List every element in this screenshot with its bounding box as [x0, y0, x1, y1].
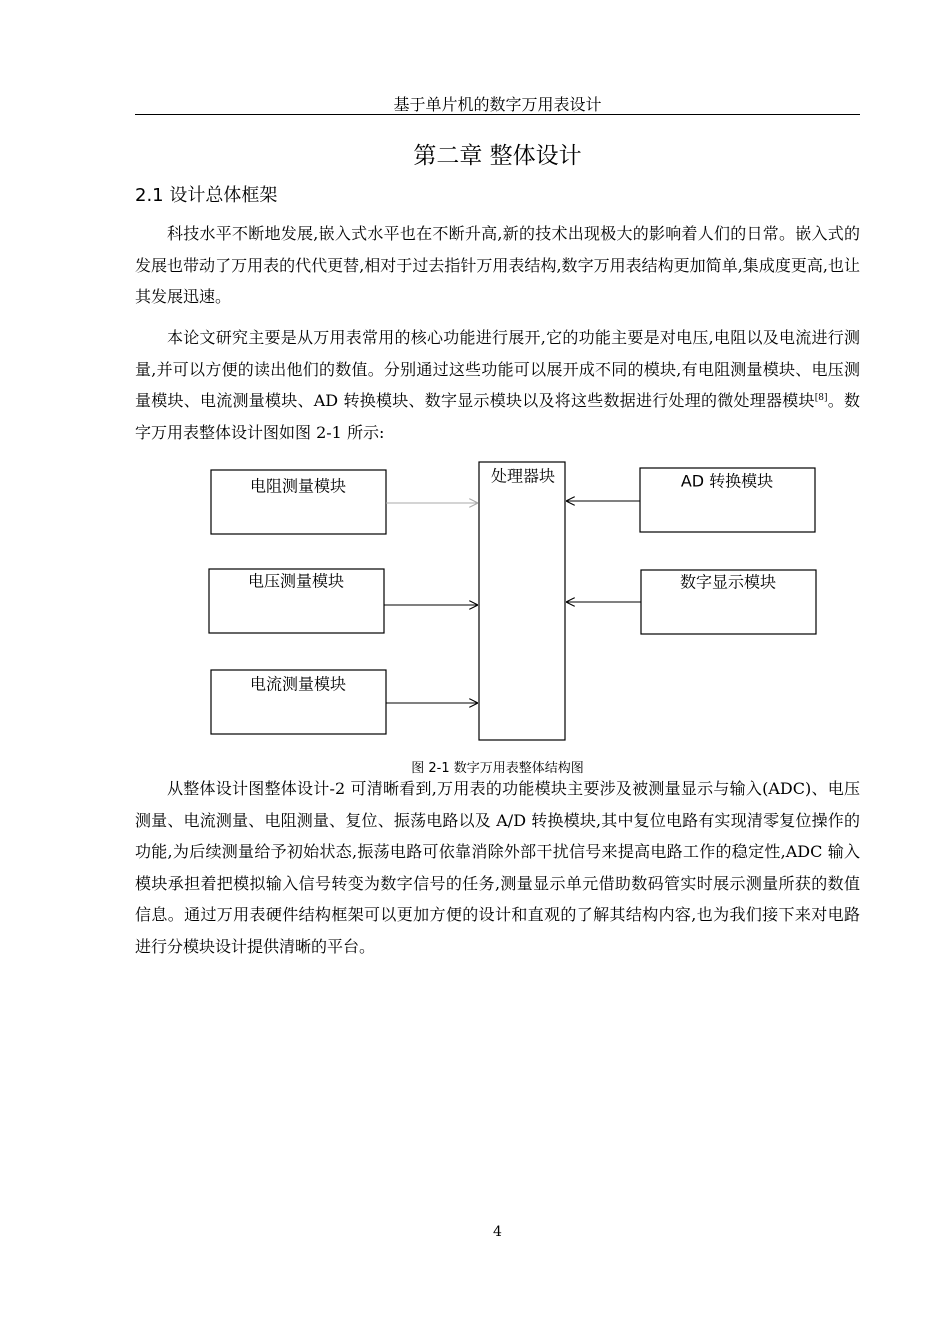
- block-processor-label: 处理器块: [490, 466, 556, 486]
- section-title: 2.1 设计总体框架: [135, 185, 278, 206]
- block-ad: [640, 468, 815, 532]
- running-header: 基于单片机的数字万用表设计: [393, 95, 602, 114]
- citation-ref: [8]: [814, 393, 828, 403]
- block-display-label: 数字显示模块: [679, 572, 777, 592]
- page-number: 4: [493, 1224, 502, 1240]
- block-resistance-label: 电阻测量模块: [249, 476, 347, 496]
- paragraph-2-tail: 。数字万用表整体设计图如图 2-1 所示:: [135, 391, 860, 442]
- figure-caption: 图 2-1 数字万用表整体结构图: [411, 761, 584, 776]
- block-current-label: 电流测量模块: [249, 674, 347, 694]
- block-voltage-label: 电压测量模块: [247, 571, 345, 591]
- block-resistance: [211, 470, 386, 534]
- block-display: [641, 570, 816, 634]
- block-ad-label: AD 转换模块: [680, 471, 774, 491]
- paragraph-1: 科技水平不断地发展,嵌入式水平也在不断升高,新的技术出现极大的影响着人们的日常。嵌入式的发展也带动了万用表的代代更替,相对于过去指针万用表结构,数字万用表结构更加简单,集成度更高,也让其发展迅速。: [135, 224, 860, 306]
- paragraph-3: 从整体设计图整体设计-2 可清晰看到,万用表的功能模块主要涉及被测量显示与输入(ADC)、电压测量、电流测量、电阻测量、复位、振荡电路以及 A/D 转换模块,其中复位电路有实现清零复位操作的功能,为后续测量给予初始状态,振荡电路可依靠消除外部干扰信号来提高电路工作的稳定性,ADC 输入模块承担着把模拟输入信号转变为数字信号的任务,测量显示单元借助数码管实时展示测量所获的数值信息。通过万用表硬件结构框架可以更加方便的设计和直观的了解其结构内容,也为我们接下来对电路进行分模块设计提供清晰的平台。: [135, 779, 860, 956]
- block-processor: [479, 462, 565, 740]
- chapter-title: 第二章 整体设计: [413, 143, 582, 169]
- block-voltage: [209, 569, 384, 633]
- paragraph-2-text: 本论文研究主要是从万用表常用的核心功能进行展开,它的功能主要是对电压,电阻以及电流进行测量,并可以方便的读出他们的数值。分别通过这些功能可以展开成不同的模块,有电阻测量模块、电压测量模块、电流测量模块、AD 转换模块、数字显示模块以及将这些数据进行处理的微处理器模块: [135, 328, 860, 410]
- block-current: [211, 670, 386, 734]
